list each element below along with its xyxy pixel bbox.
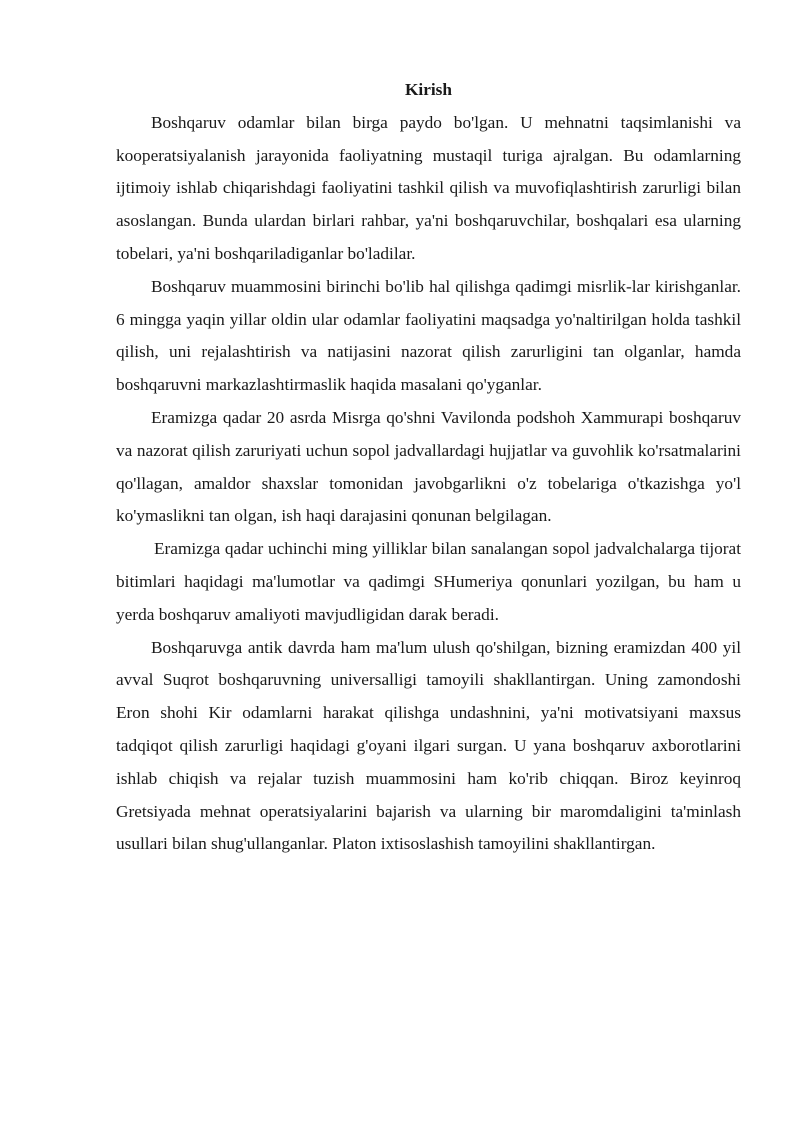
paragraph-5: Boshqaruvga antik davrda ham ma'lum ulush qo'shilgan, bizning eramizdan 400 yil avval Suqrot boshqaruvning universalligi tamoyili shakllantirgan. Uning zamondoshi Eron shohi Kir odamlarni harakat qilishga undashnini, ya'ni motivatsiyani maxsus tadqiqot qilish zarurligi haqidagi g'oyani ilgari surgan. U yana boshqaruv axborotlarini ishlab chiqish va rejalar tuzish muammosini ham ko'rib chiqqan. Biroz keyinroq Gretsiyada mehnat operatsiyalarini bajarish va ularning bir maromdaligini ta'minlash usullari bilan shug'ullanganlar. Platon ixtisoslashish tamoyilini shakllantirgan. [116,637,741,854]
paragraph-3: Eramizga qadar 20 asrda Misrga qo'shni Vavilonda podshoh Xammurapi boshqaruv va nazorat qilish zaruriyati uchun sopol jadvallardagi hujjatlar va guvohlik ko'rsatmalarini qo'llagan, amaldor shaxslar tomonidan javobgarlikni o'z tobelariga o'tkazishga yo'l ko'ymaslikni tan olgan, ish haqi darajasini qonunan belgilagan. [116,407,741,526]
paragraph-4: Eramizga qadar uchinchi ming yilliklar bilan sanalangan sopol jadvalchalarga tijorat bitimlari haqidagi ma'lumotlar va qadimgi SHumeriya qonunlari yozilgan, bu ham u yerda boshqaruv amaliyoti mavjudligidan darak beradi. [116,539,741,624]
paragraph-2: Boshqaruv muammosini birinchi bo'lib hal qilishga qadimgi misrlik-lar kirishganlar. 6 mingga yaqin yillar oldin ular odamlar faoliyatini maqsadga yo'naltirilgan holda tashkil qilish, uni rejalashtirish va natijasini nazorat qilish zarurligini tan olganlar, hamda boshqaruvni markazlashtirmaslik haqida masalani qo'yganlar. [116,276,741,395]
paragraph-1: Boshqaruv odamlar bilan birga paydo bo'lgan. U mehnatni taqsimlanishi va kooperatsiyalanish jarayonida faoliyatning mustaqil turiga ajralgan. Bu odamlarning ijtimoiy ishlab chiqarishdagi faoliyatini tashkil qilish va muvofiqlashtirish zarurligi bilan asoslangan. Bunda ulardan birlari rahbar, ya'ni boshqaruvchilar, boshqalari esa ularning tobelari, ya'ni boshqariladiganlar bo'ladilar. [116,112,741,263]
page-title: Kirish [404,80,453,99]
document-body [116,74,741,861]
